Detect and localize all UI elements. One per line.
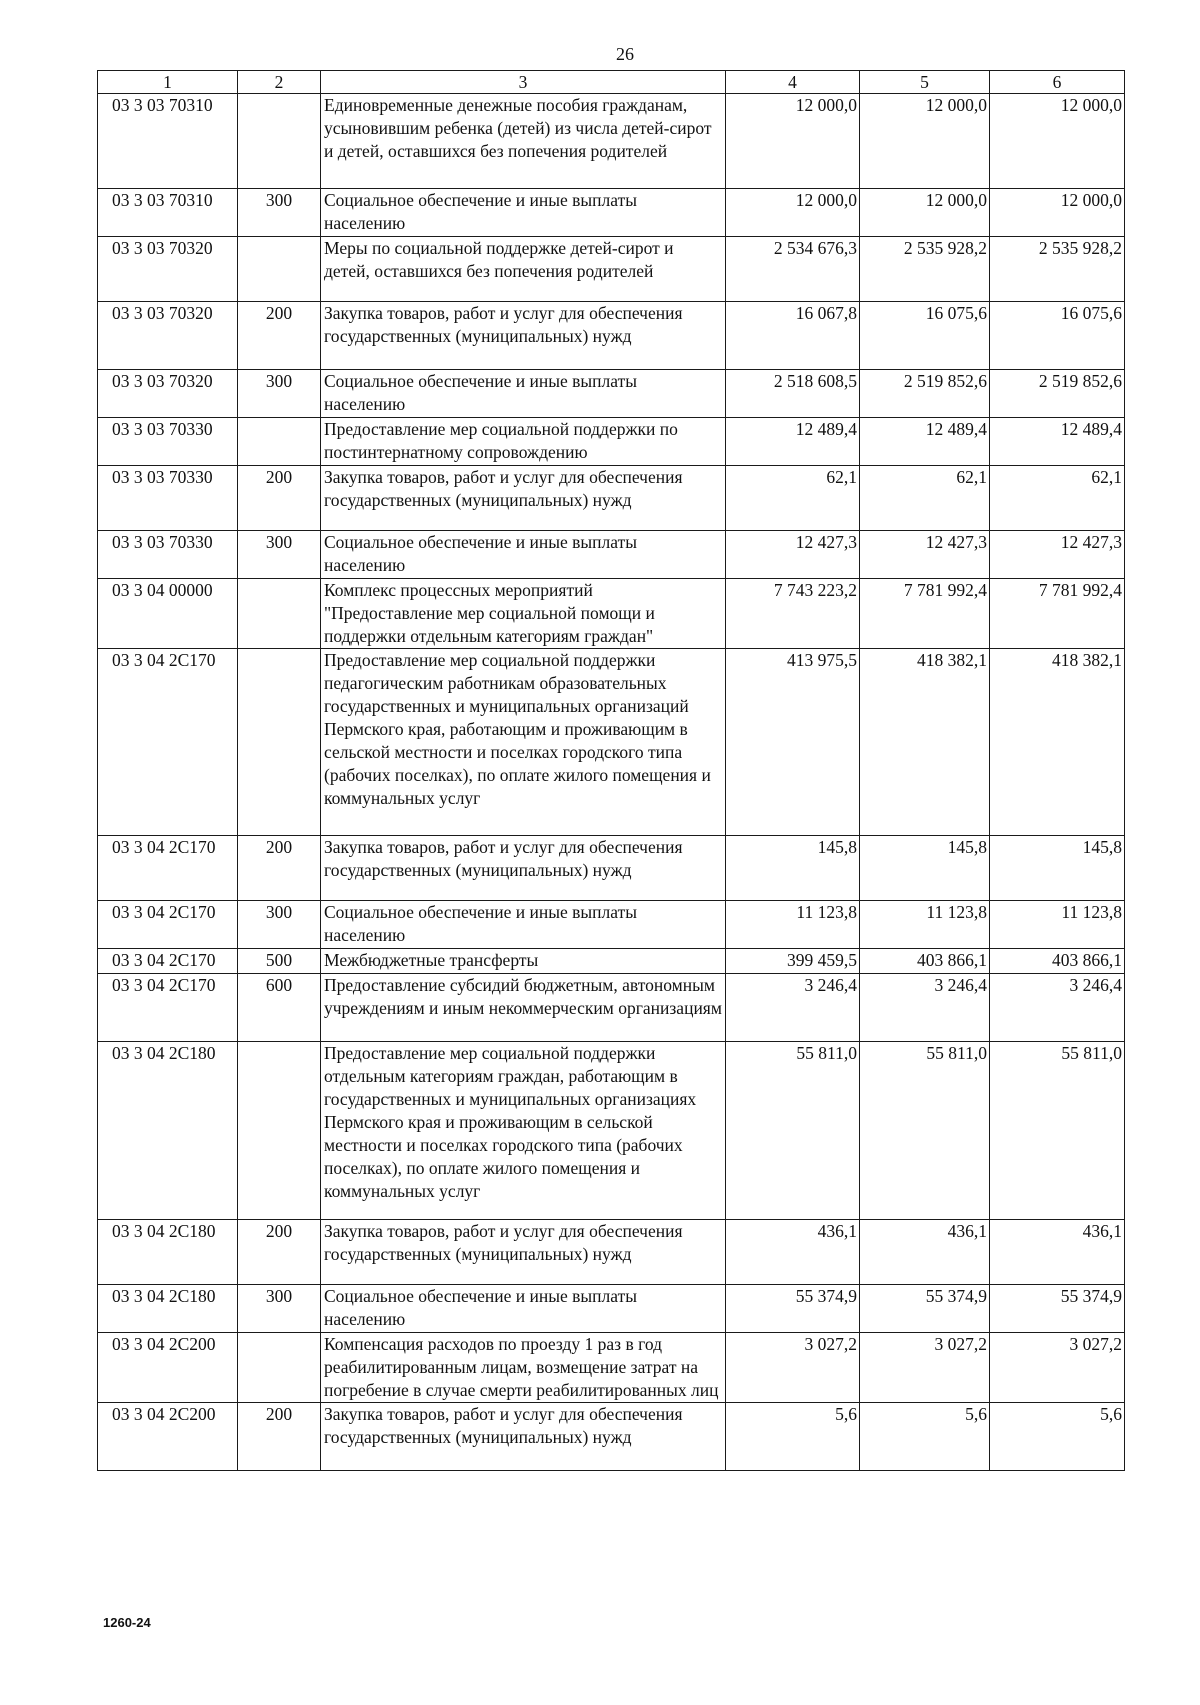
cell-name: Комплекс процессных мероприятий "Предоставление мер социальной помощи и поддержки отдельным категориям граждан" [321,579,726,649]
cell-code: 03 3 04 2С170 [98,949,238,974]
cell-amount-col4: 62,1 [726,466,860,531]
cell-amount-col4: 413 975,5 [726,649,860,836]
table-row [98,1220,1125,1285]
cell-amount-col4: 12 489,4 [726,418,860,466]
column-header-4: 4 [726,71,860,94]
cell-name: Предоставление мер социальной поддержки отдельным категориям граждан, работающим в государственных и муниципальных организациях Пермского края и проживающим в сельской местности и поселках городского типа (рабочих поселках), по оплате жилого помещения и коммунальных услуг [321,1042,726,1220]
cell-expense-type: 200 [238,302,321,370]
cell-amount-col5: 12 000,0 [860,94,990,189]
cell-name: Меры по социальной поддержке детей-сирот и детей, оставшихся без попечения родителей [321,237,726,302]
cell-name: Социальное обеспечение и иные выплаты населению [321,1285,726,1333]
cell-amount-col6: 418 382,1 [990,649,1125,836]
cell-expense-type: 300 [238,1285,321,1333]
cell-amount-col6: 403 866,1 [990,949,1125,974]
cell-name: Предоставление мер социальной поддержки по постинтернатному сопровождению [321,418,726,466]
cell-amount-col6: 7 781 992,4 [990,579,1125,649]
cell-amount-col4: 2 518 608,5 [726,370,860,418]
column-header-2: 2 [238,71,321,94]
page-number: 26 [616,44,634,64]
cell-name: Закупка товаров, работ и услуг для обеспечения государственных (муниципальных) нужд [321,1403,726,1471]
cell-amount-col5: 11 123,8 [860,901,990,949]
cell-amount-col4: 12 000,0 [726,94,860,189]
cell-amount-col6: 12 000,0 [990,94,1125,189]
table-row [98,579,1125,649]
cell-code: 03 3 03 70320 [98,370,238,418]
cell-amount-col6: 436,1 [990,1220,1125,1285]
table-row [98,901,1125,949]
cell-expense-type: 600 [238,974,321,1042]
cell-amount-col4: 11 123,8 [726,901,860,949]
cell-amount-col5: 2 519 852,6 [860,370,990,418]
cell-amount-col5: 55 374,9 [860,1285,990,1333]
cell-amount-col5: 12 427,3 [860,531,990,579]
cell-amount-col6: 55 811,0 [990,1042,1125,1220]
cell-amount-col4: 2 534 676,3 [726,237,860,302]
cell-amount-col5: 436,1 [860,1220,990,1285]
cell-code: 03 3 04 2С170 [98,836,238,901]
cell-expense-type: 300 [238,531,321,579]
cell-amount-col6: 2 519 852,6 [990,370,1125,418]
cell-amount-col6: 62,1 [990,466,1125,531]
cell-expense-type [238,237,321,302]
table-row [98,237,1125,302]
cell-code: 03 3 03 70330 [98,466,238,531]
cell-amount-col5: 62,1 [860,466,990,531]
cell-amount-col6: 12 489,4 [990,418,1125,466]
cell-name: Единовременные денежные пособия гражданам, усыновившим ребенка (детей) из числа детей-сирот и детей, оставшихся без попечения родителей [321,94,726,189]
cell-amount-col4: 3 027,2 [726,1333,860,1403]
cell-expense-type [238,649,321,836]
cell-expense-type: 200 [238,1403,321,1471]
table-row [98,189,1125,237]
table-row [98,302,1125,370]
cell-expense-type: 200 [238,1220,321,1285]
cell-amount-col6: 12 427,3 [990,531,1125,579]
cell-expense-type [238,579,321,649]
cell-amount-col4: 12 427,3 [726,531,860,579]
cell-amount-col5: 5,6 [860,1403,990,1471]
column-header-1: 1 [98,71,238,94]
table-row [98,466,1125,531]
cell-amount-col6: 55 374,9 [990,1285,1125,1333]
cell-name: Социальное обеспечение и иные выплаты населению [321,901,726,949]
cell-code: 03 3 04 2С170 [98,649,238,836]
cell-name: Предоставление субсидий бюджетным, автономным учреждениям и иным некоммерческим организациям [321,974,726,1042]
cell-expense-type: 300 [238,901,321,949]
cell-amount-col4: 12 000,0 [726,189,860,237]
footer-code: 1260-24 [103,1615,151,1630]
cell-code: 03 3 03 70310 [98,189,238,237]
cell-amount-col6: 5,6 [990,1403,1125,1471]
table-row [98,1285,1125,1333]
cell-code: 03 3 03 70310 [98,94,238,189]
cell-name: Закупка товаров, работ и услуг для обеспечения государственных (муниципальных) нужд [321,302,726,370]
table-row [98,949,1125,974]
cell-name: Компенсация расходов по проезду 1 раз в год реабилитированным лицам, возмещение затрат на погребение в случае смерти реабилитированных лиц [321,1333,726,1403]
cell-expense-type [238,1333,321,1403]
cell-code: 03 3 04 2С180 [98,1220,238,1285]
cell-expense-type: 300 [238,189,321,237]
cell-amount-col6: 3 246,4 [990,974,1125,1042]
cell-amount-col6: 16 075,6 [990,302,1125,370]
cell-amount-col4: 145,8 [726,836,860,901]
table-row [98,94,1125,189]
header-row [98,71,1125,94]
cell-amount-col5: 2 535 928,2 [860,237,990,302]
column-header-3: 3 [321,71,726,94]
table-row [98,531,1125,579]
cell-amount-col5: 145,8 [860,836,990,901]
table-row [98,1333,1125,1403]
cell-amount-col6: 12 000,0 [990,189,1125,237]
cell-name: Закупка товаров, работ и услуг для обеспечения государственных (муниципальных) нужд [321,1220,726,1285]
cell-amount-col5: 3 246,4 [860,974,990,1042]
cell-name: Социальное обеспечение и иные выплаты населению [321,189,726,237]
cell-amount-col5: 55 811,0 [860,1042,990,1220]
table-row [98,974,1125,1042]
table-row [98,649,1125,836]
cell-code: 03 3 03 70330 [98,531,238,579]
cell-name: Закупка товаров, работ и услуг для обеспечения государственных (муниципальных) нужд [321,836,726,901]
cell-code: 03 3 03 70320 [98,302,238,370]
cell-amount-col4: 5,6 [726,1403,860,1471]
table-row [98,1042,1125,1220]
cell-amount-col4: 55 811,0 [726,1042,860,1220]
cell-amount-col5: 418 382,1 [860,649,990,836]
cell-name: Закупка товаров, работ и услуг для обеспечения государственных (муниципальных) нужд [321,466,726,531]
cell-expense-type: 200 [238,466,321,531]
cell-code: 03 3 04 00000 [98,579,238,649]
cell-amount-col4: 16 067,8 [726,302,860,370]
cell-code: 03 3 04 2С180 [98,1042,238,1220]
cell-amount-col6: 11 123,8 [990,901,1125,949]
column-header-6: 6 [990,71,1125,94]
cell-code: 03 3 04 2С180 [98,1285,238,1333]
cell-code: 03 3 04 2С200 [98,1333,238,1403]
table-row [98,836,1125,901]
cell-amount-col5: 12 000,0 [860,189,990,237]
cell-expense-type [238,418,321,466]
cell-amount-col6: 3 027,2 [990,1333,1125,1403]
cell-amount-col5: 403 866,1 [860,949,990,974]
budget-table [97,70,1125,1471]
cell-amount-col6: 2 535 928,2 [990,237,1125,302]
cell-amount-col4: 7 743 223,2 [726,579,860,649]
cell-expense-type [238,1042,321,1220]
cell-expense-type: 300 [238,370,321,418]
cell-amount-col5: 12 489,4 [860,418,990,466]
cell-amount-col5: 3 027,2 [860,1333,990,1403]
cell-amount-col4: 55 374,9 [726,1285,860,1333]
cell-code: 03 3 04 2С170 [98,901,238,949]
cell-code: 03 3 04 2С170 [98,974,238,1042]
cell-amount-col5: 7 781 992,4 [860,579,990,649]
cell-amount-col4: 3 246,4 [726,974,860,1042]
cell-amount-col4: 399 459,5 [726,949,860,974]
cell-amount-col6: 145,8 [990,836,1125,901]
table-row [98,1403,1125,1471]
table-body [98,94,1125,1471]
cell-name: Социальное обеспечение и иные выплаты населению [321,531,726,579]
cell-name: Межбюджетные трансферты [321,949,726,974]
cell-expense-type: 200 [238,836,321,901]
cell-name: Предоставление мер социальной поддержки педагогическим работникам образовательных государственных и муниципальных организаций Пермского края, работающим и проживающим в сельской местности и поселках городского типа (рабочих поселках), по оплате жилого помещения и коммунальных услуг [321,649,726,836]
cell-code: 03 3 03 70330 [98,418,238,466]
table-row [98,418,1125,466]
table-row [98,370,1125,418]
cell-expense-type [238,94,321,189]
cell-code: 03 3 04 2С200 [98,1403,238,1471]
cell-amount-col4: 436,1 [726,1220,860,1285]
cell-amount-col5: 16 075,6 [860,302,990,370]
cell-code: 03 3 03 70320 [98,237,238,302]
cell-expense-type: 500 [238,949,321,974]
column-header-5: 5 [860,71,990,94]
cell-name: Социальное обеспечение и иные выплаты населению [321,370,726,418]
